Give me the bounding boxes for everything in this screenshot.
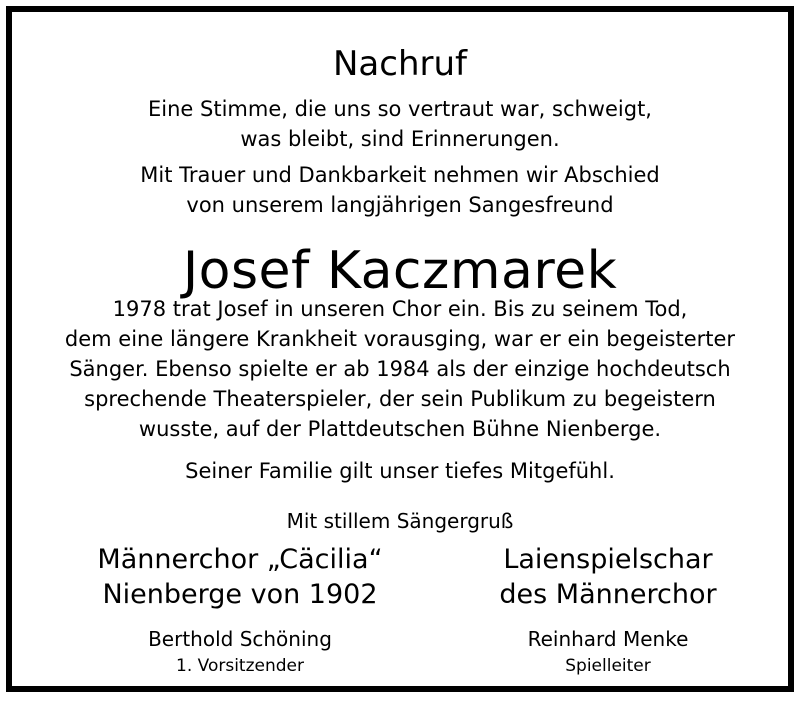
bio-line-2: dem eine längere Krankheit vorausging, war er ein begeisterter	[64, 327, 736, 351]
greeting-text: Mit stillem Sängergruß	[286, 509, 514, 533]
deceased-name: Josef Kaczmarek	[182, 241, 618, 301]
bio-line-1: 1978 trat Josef in unseren Chor ein. Bis zu seinem Tod,	[112, 297, 688, 321]
condolence-text: Seiner Familie gilt unser tiefes Mitgefühl.	[185, 459, 615, 483]
quote-line-1: Eine Stimme, die uns so vertraut war, schweigt,	[148, 97, 652, 121]
org-name-right-line-1: Laienspielschar	[503, 544, 713, 575]
bio-line-5: wusste, auf der Plattdeutschen Bühne Nienberge.	[138, 417, 662, 441]
signer-role-left: 1. Vorsitzender	[176, 656, 304, 676]
signer-name-right: Reinhard Menke	[527, 627, 689, 651]
org-name-left-line-1: Männerchor „Cäcilia“	[97, 544, 383, 575]
signer-name-left: Berthold Schöning	[148, 627, 332, 651]
bio-line-4: sprechende Theaterspieler, der sein Publikum zu begeistern	[84, 387, 716, 411]
intro-line-2: von unserem langjährigen Sangesfreund	[186, 193, 614, 217]
intro-line-1: Mit Trauer und Dankbarkeit nehmen wir Abschied	[140, 163, 660, 187]
org-name-left-line-2: Nienberge von 1902	[102, 579, 378, 610]
notice-heading: Nachruf	[332, 44, 467, 84]
signature-block-right	[448, 542, 768, 677]
org-name-right-line-2: des Männerchor	[499, 579, 717, 610]
bio-line-3: Sänger. Ebenso spielte er ab 1984 als der einzige hochdeutsch	[69, 357, 731, 381]
signer-role-right: Spielleiter	[565, 656, 651, 676]
signature-block-left	[80, 542, 400, 677]
obituary-notice	[6, 6, 794, 692]
quote-line-2: was bleibt, sind Erinnerungen.	[240, 127, 560, 151]
